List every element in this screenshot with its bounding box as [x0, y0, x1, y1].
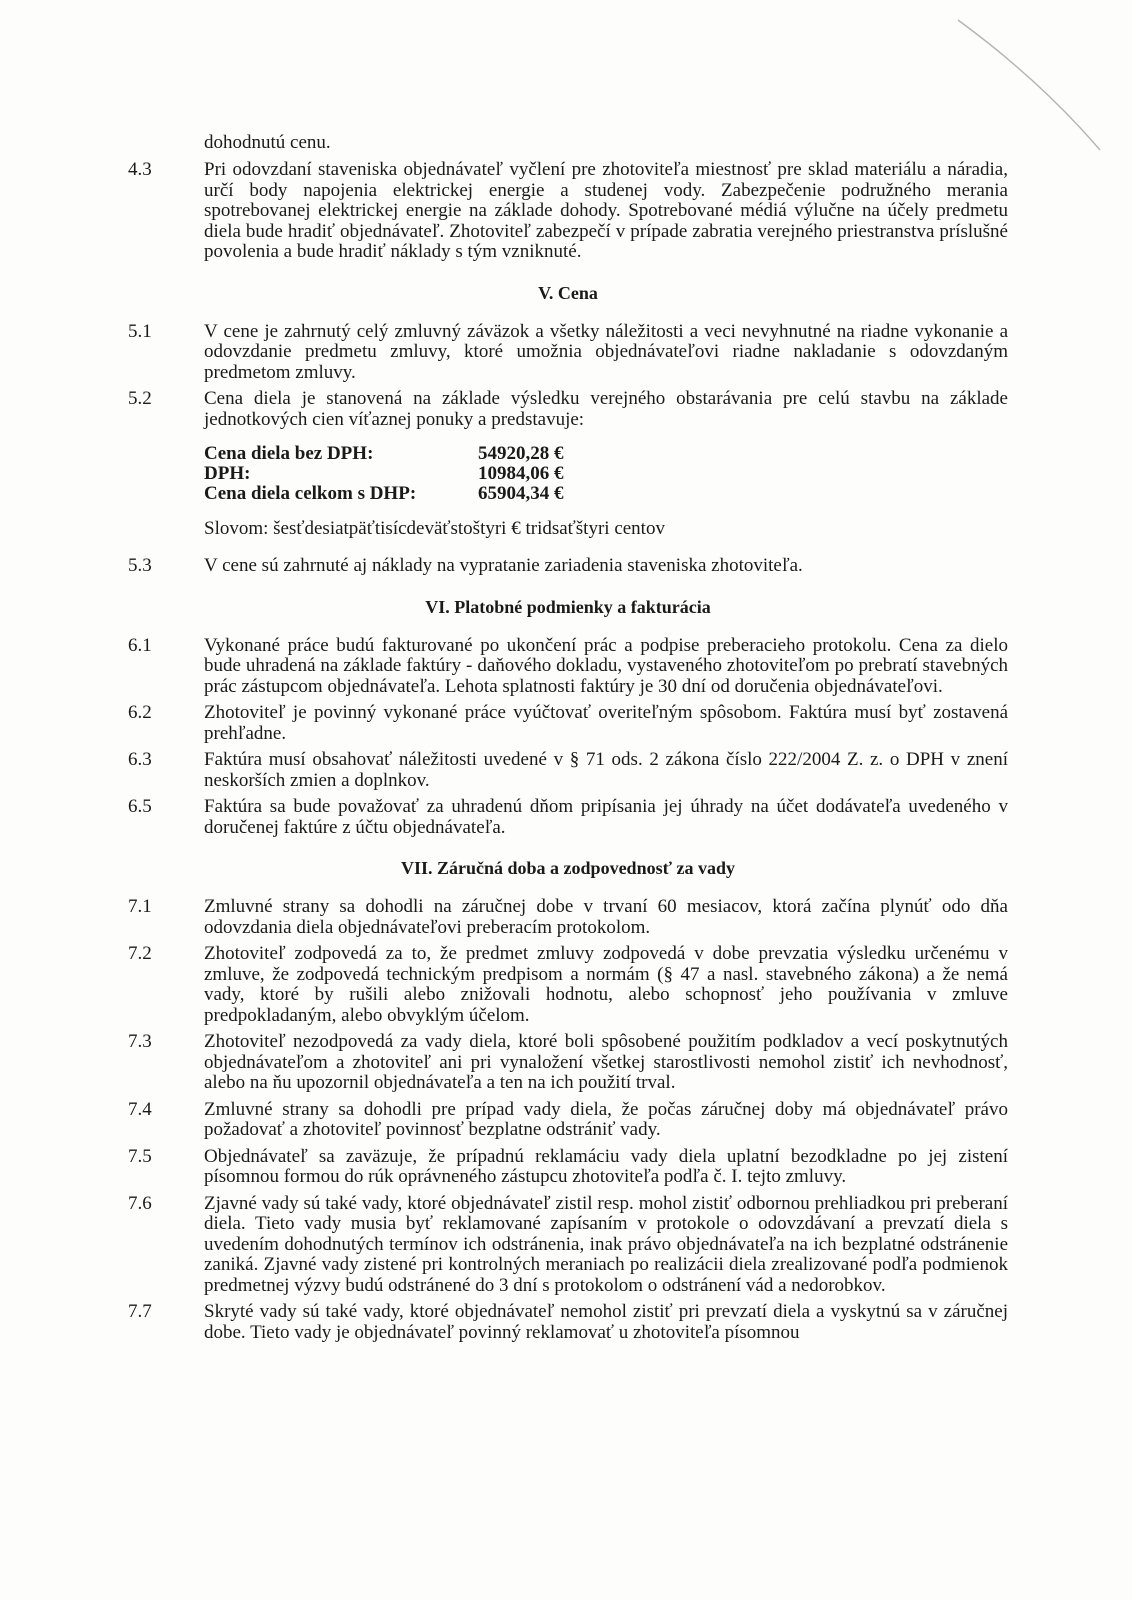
clause-6-5: [128, 797, 1008, 838]
clause-7-4: [128, 1100, 1008, 1141]
clause-6-1: [128, 636, 1008, 698]
clause-number: 7.4: [128, 1098, 152, 1120]
clause-number: 7.5: [128, 1145, 152, 1167]
clause-text: Pri odovzdaní staveniska objednávateľ vyčlení pre zhotoviteľa miestnosť pre sklad materiálu a náradia, určí body napojenia elektrickej energie a studenej vody. Zabezpečenie podružného merania spotrebovanej elektrickej energie na základe dohody. Spotrebované médiá výlučne na účely predmetu diela bude hradiť objednávateľ. Zhotoviteľ zabezpečí v prípade zabratia verejného priestranstva príslušné povolenia a bude hradiť náklady s tým vzniknuté.: [204, 159, 1008, 262]
clause-7-5: [128, 1147, 1008, 1188]
clause-text: V cene sú zahrnuté aj náklady na vypratanie zariadenia staveniska zhotoviteľa.: [204, 555, 803, 576]
clause-text: Cena diela je stanovená na základe výsledku verejného obstarávania pre celú stavbu na základe jednotkových cien víťaznej ponuky a predstavuje:: [204, 388, 1008, 430]
document-body: [128, 132, 1008, 1349]
clause-text: Skryté vady sú také vady, ktoré objednávateľ nemohol zistiť pri prevzatí diela a vyskytnú sa v záručnej dobe. Tieto vady je objednávateľ povinný reklamovať u zhotoviteľa písomnou: [204, 1301, 1008, 1343]
clause-7-2: [128, 944, 1008, 1026]
clause-text: Vykonané práce budú fakturované po ukončení prác a podpise preberacieho protokolu. Cena za dielo bude uhradená na základe faktúry - daňového dokladu, vystaveného zhotoviteľom po prebratí stavebných prác zástupcom objednávateľa. Lehota splatnosti faktúry je 30 dní od doručenia objednávateľovi.: [204, 634, 1008, 697]
clause-5-3: [128, 556, 1008, 577]
section-6-heading: VI. Platobné podmienky a fakturácia: [425, 596, 711, 617]
clause-text: Zhotoviteľ nezodpovedá za vady diela, ktoré boli spôsobené použitím podkladov a vecí poskytnutých objednávateľom a zhotoviteľ ani pri vynaložení všetkej starostlivosti nemohol zistiť ich nevhodnosť, alebo na ňu upozornil objednávateľa a ten na ich použití trval.: [204, 1031, 1008, 1093]
clause-number: 7.1: [128, 896, 152, 917]
clause-5-1: [128, 322, 1008, 384]
section-5-heading: V. Cena: [538, 282, 598, 303]
clause-6-3: [128, 750, 1008, 791]
clause-text: Zhotoviteľ zodpovedá za to, že predmet zmluvy zodpovedá v dobe prevzatia výsledku určenému v zmluve, že zodpovedá technickým predpisom a normám (§ 47 a nasl. stavebného zákona) a že nemá vady, ktoré by rušili alebo znižovali hodnotu, alebo schopnosť jeho používania v zmluve predpokladaným, alebo obvyklým účelom.: [204, 943, 1008, 1026]
price-value: 65904,34 €: [478, 483, 564, 504]
clause-number: 6.5: [128, 796, 152, 817]
clause-number: 7.3: [128, 1031, 152, 1052]
price-row: [204, 464, 1008, 484]
clause-number: 5.1: [128, 320, 152, 342]
clause-7-1: [128, 897, 1008, 938]
price-value: 10984,06 €: [478, 463, 564, 484]
clause-6-2: [128, 703, 1008, 744]
clause-number: 7.2: [128, 943, 152, 964]
price-row: [204, 444, 1008, 464]
clause-text: Zjavné vady sú také vady, ktoré objednávateľ zistil resp. mohol zistiť odbornou prehliadkou pri preberaní diela. Tieto vady musia byť reklamované zapísaním v protokole o odovzdávaní a prevzatí diela s uvedením dohodnutých termínov ich odstránenia, inak právo objednávateľa na ich bezplatné odstránenie zaniká. Zjavné vady zistené pri kontrolných meraniach po realizácii diela zrealizované podľa podmienok predmetnej výzvy budú odstránené do 3 dní s protokolom o odstránení vád a nedorobkov.: [204, 1192, 1008, 1296]
price-label: Cena diela bez DPH:: [204, 443, 374, 464]
price-row: [204, 484, 1008, 504]
clause-text: Zmluvné strany sa dohodli pre prípad vady diela, že počas záručnej doby má objednávateľ právo požadovať a zhotoviteľ povinnosť bezplatne odstrániť vady.: [204, 1098, 1008, 1140]
clause-number: 6.1: [128, 634, 152, 656]
clause-5-2: [128, 389, 1008, 430]
clause-number: 7.6: [128, 1192, 152, 1214]
clause-text: Zhotoviteľ je povinný vykonané práce vyúčtovať overiteľným spôsobom. Faktúra musí byť zostavená prehľadne.: [204, 702, 1008, 744]
price-in-words: Slovom: šesťdesiatpäťtisícdeväťstoštyri € tridsaťštyri centov: [204, 518, 665, 539]
clause-number: 5.2: [128, 388, 152, 409]
clause-number: 4.3: [128, 159, 152, 180]
section-7-heading: VII. Záručná doba a zodpovednosť za vady: [401, 858, 735, 878]
clause-7-7: [128, 1302, 1008, 1343]
intro-text: dohodnutú cenu.: [204, 132, 331, 153]
clause-number: 6.2: [128, 702, 152, 723]
clause-text: Faktúra musí obsahovať náležitosti uvedené v § 71 ods. 2 zákona číslo 222/2004 Z. z. o DPH v znení neskorších zmien a doplnkov.: [204, 749, 1008, 791]
clause-7-3: [128, 1032, 1008, 1094]
clause-number: 5.3: [128, 555, 152, 576]
price-label: DPH:: [204, 463, 251, 484]
price-value: 54920,28 €: [478, 443, 564, 464]
clause-text: Faktúra sa bude považovať za uhradenú dňom pripísania jej úhrady na účet dodávateľa uvedeného v doručenej faktúre z účtu objednávateľa.: [204, 796, 1008, 838]
clause-4-3: [128, 160, 1008, 263]
price-table: [204, 444, 1008, 504]
price-label: Cena diela celkom s DHP:: [204, 483, 417, 504]
clause-text: V cene je zahrnutý celý zmluvný záväzok a všetky náležitosti a veci nevyhnutné na riadne vykonanie a odovzdanie predmetu zmluvy, ktoré umožnia objednávateľovi riadne nakladanie s odovzdaným predmetom zmluvy.: [204, 320, 1008, 383]
clause-number: 7.7: [128, 1301, 152, 1322]
clause-7-6: [128, 1194, 1008, 1297]
clause-text: Objednávateľ sa zaväzuje, že prípadnú reklamáciu vady diela uplatní bezodkladne po jej zistení písomnou formou do rúk oprávneného zástupcu zhotoviteľa podľa č. I. tejto zmluvy.: [204, 1145, 1008, 1187]
clause-number: 6.3: [128, 749, 152, 770]
clause-text: Zmluvné strany sa dohodli na záručnej dobe v trvaní 60 mesiacov, ktorá začína plynúť odo dňa odovzdania diela objednávateľovi preberacím protokolom.: [204, 896, 1008, 938]
